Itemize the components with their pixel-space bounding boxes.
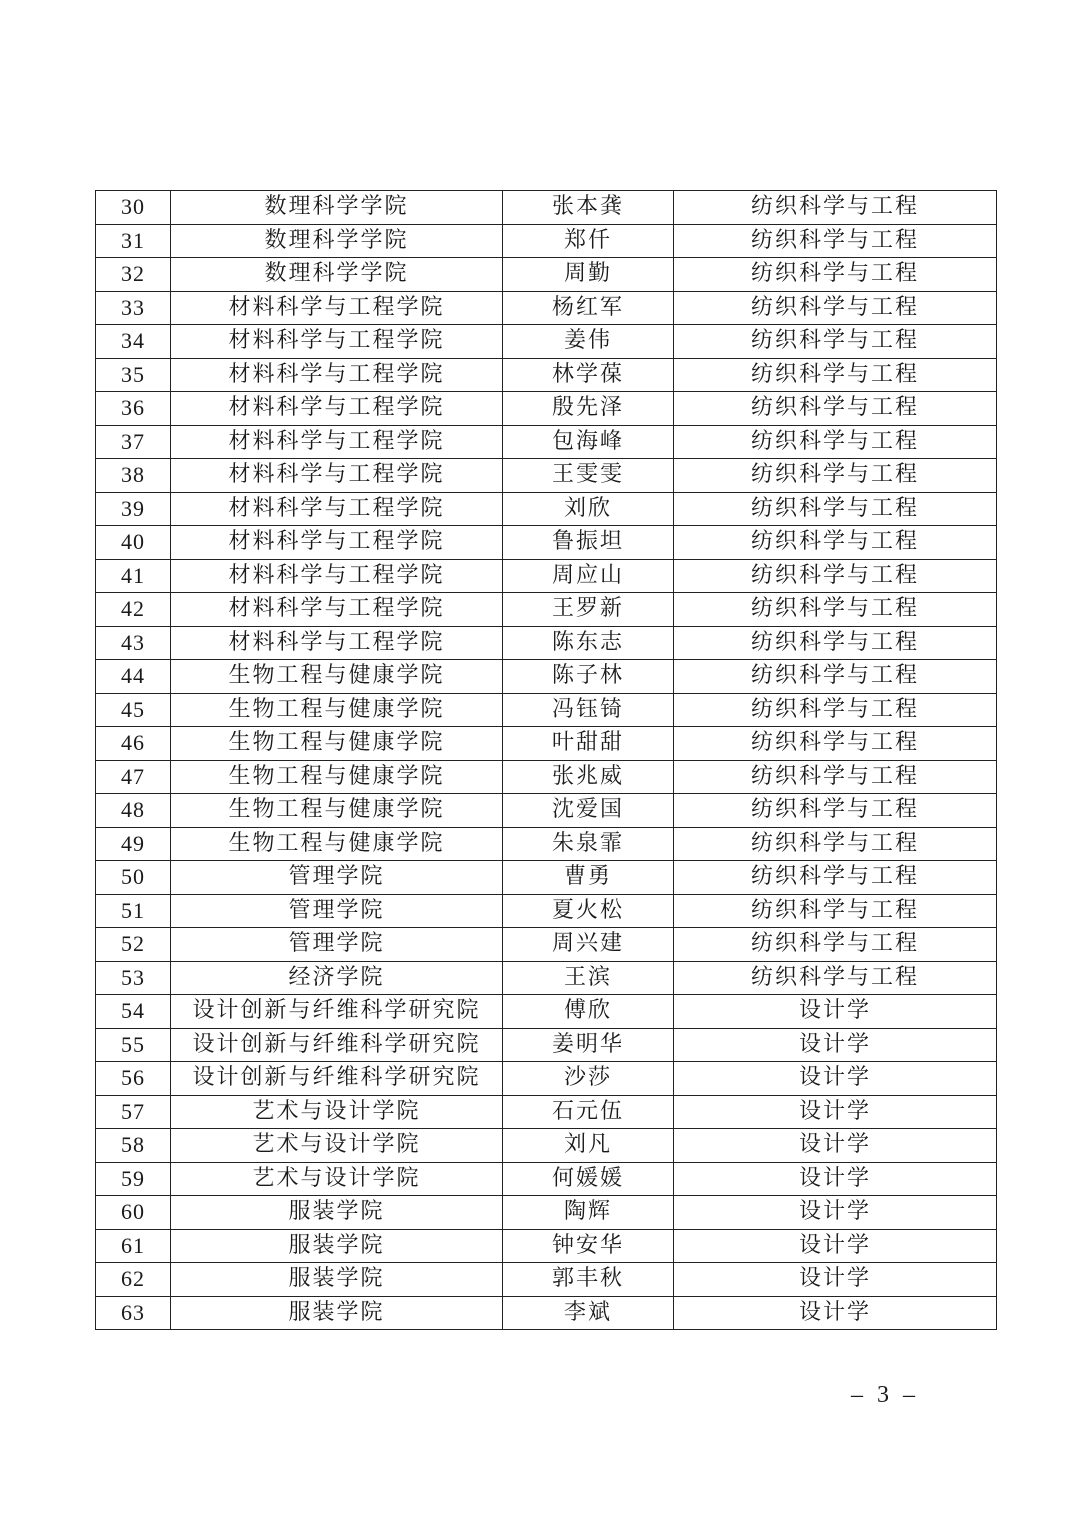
table-row <box>96 693 997 727</box>
college-cell: 生物工程与健康学院 <box>171 827 503 861</box>
person-name-cell: 夏火松 <box>503 894 674 928</box>
row-number-cell: 42 <box>96 593 171 627</box>
row-number-cell: 46 <box>96 727 171 761</box>
table-row <box>96 1296 997 1330</box>
college-cell: 生物工程与健康学院 <box>171 794 503 828</box>
table-row <box>96 1095 997 1129</box>
college-cell: 生物工程与健康学院 <box>171 660 503 694</box>
table-row <box>96 191 997 225</box>
table-row <box>96 526 997 560</box>
person-name-cell: 林学葆 <box>503 358 674 392</box>
major-cell: 纺织科学与工程 <box>674 861 997 895</box>
person-name-cell: 叶甜甜 <box>503 727 674 761</box>
person-name-cell: 朱泉霏 <box>503 827 674 861</box>
college-cell: 管理学院 <box>171 861 503 895</box>
person-name-cell: 冯钰锜 <box>503 693 674 727</box>
college-cell: 材料科学与工程学院 <box>171 492 503 526</box>
college-cell: 服装学院 <box>171 1296 503 1330</box>
row-number-cell: 43 <box>96 626 171 660</box>
row-number-cell: 51 <box>96 894 171 928</box>
person-name-cell: 刘欣 <box>503 492 674 526</box>
major-cell: 纺织科学与工程 <box>674 827 997 861</box>
row-number-cell: 34 <box>96 325 171 359</box>
person-name-cell: 沙莎 <box>503 1062 674 1096</box>
person-name-cell: 殷先泽 <box>503 392 674 426</box>
table-row <box>96 358 997 392</box>
college-cell: 材料科学与工程学院 <box>171 626 503 660</box>
major-cell: 纺织科学与工程 <box>674 258 997 292</box>
major-cell: 纺织科学与工程 <box>674 358 997 392</box>
person-name-cell: 周勤 <box>503 258 674 292</box>
major-cell: 纺织科学与工程 <box>674 660 997 694</box>
row-number-cell: 54 <box>96 995 171 1029</box>
college-cell: 艺术与设计学院 <box>171 1162 503 1196</box>
table-row <box>96 760 997 794</box>
major-cell: 设计学 <box>674 1263 997 1297</box>
table-row <box>96 1263 997 1297</box>
row-number-cell: 45 <box>96 693 171 727</box>
college-cell: 设计创新与纤维科学研究院 <box>171 1028 503 1062</box>
major-cell: 纺织科学与工程 <box>674 693 997 727</box>
table-row <box>96 1229 997 1263</box>
row-number-cell: 41 <box>96 559 171 593</box>
major-cell: 纺织科学与工程 <box>674 760 997 794</box>
major-cell: 纺织科学与工程 <box>674 961 997 995</box>
table-row <box>96 492 997 526</box>
college-cell: 服装学院 <box>171 1229 503 1263</box>
person-name-cell: 周兴建 <box>503 928 674 962</box>
row-number-cell: 62 <box>96 1263 171 1297</box>
major-cell: 设计学 <box>674 1095 997 1129</box>
table-row <box>96 258 997 292</box>
person-name-cell: 傅欣 <box>503 995 674 1029</box>
table-row <box>96 827 997 861</box>
person-name-cell: 何媛媛 <box>503 1162 674 1196</box>
college-cell: 生物工程与健康学院 <box>171 693 503 727</box>
table-row <box>96 425 997 459</box>
college-cell: 生物工程与健康学院 <box>171 727 503 761</box>
person-name-cell: 张兆威 <box>503 760 674 794</box>
person-name-cell: 姜伟 <box>503 325 674 359</box>
major-cell: 纺织科学与工程 <box>674 291 997 325</box>
major-cell: 设计学 <box>674 1129 997 1163</box>
person-name-cell: 张本龚 <box>503 191 674 225</box>
major-cell: 设计学 <box>674 1028 997 1062</box>
major-cell: 纺织科学与工程 <box>674 928 997 962</box>
row-number-cell: 30 <box>96 191 171 225</box>
college-cell: 经济学院 <box>171 961 503 995</box>
person-name-cell: 姜明华 <box>503 1028 674 1062</box>
table-row <box>96 392 997 426</box>
major-cell: 纺织科学与工程 <box>674 224 997 258</box>
table-row <box>96 325 997 359</box>
person-name-cell: 王雯雯 <box>503 459 674 493</box>
table-row <box>96 861 997 895</box>
row-number-cell: 63 <box>96 1296 171 1330</box>
row-number-cell: 50 <box>96 861 171 895</box>
table-row <box>96 894 997 928</box>
major-cell: 纺织科学与工程 <box>674 559 997 593</box>
person-name-cell: 包海峰 <box>503 425 674 459</box>
table-row <box>96 794 997 828</box>
row-number-cell: 57 <box>96 1095 171 1129</box>
college-cell: 设计创新与纤维科学研究院 <box>171 995 503 1029</box>
table-row <box>96 593 997 627</box>
major-cell: 纺织科学与工程 <box>674 392 997 426</box>
college-cell: 服装学院 <box>171 1196 503 1230</box>
row-number-cell: 55 <box>96 1028 171 1062</box>
table-row <box>96 1196 997 1230</box>
person-name-cell: 王滨 <box>503 961 674 995</box>
major-cell: 设计学 <box>674 1162 997 1196</box>
table-row <box>96 928 997 962</box>
table-row <box>96 291 997 325</box>
row-number-cell: 53 <box>96 961 171 995</box>
college-cell: 材料科学与工程学院 <box>171 593 503 627</box>
person-name-cell: 杨红军 <box>503 291 674 325</box>
major-cell: 设计学 <box>674 995 997 1029</box>
college-cell: 材料科学与工程学院 <box>171 325 503 359</box>
person-name-cell: 王罗新 <box>503 593 674 627</box>
table-row <box>96 727 997 761</box>
row-number-cell: 40 <box>96 526 171 560</box>
major-cell: 纺织科学与工程 <box>674 727 997 761</box>
major-cell: 纺织科学与工程 <box>674 492 997 526</box>
roster-table-body <box>96 191 997 1330</box>
person-name-cell: 刘凡 <box>503 1129 674 1163</box>
college-cell: 材料科学与工程学院 <box>171 291 503 325</box>
person-name-cell: 曹勇 <box>503 861 674 895</box>
row-number-cell: 60 <box>96 1196 171 1230</box>
college-cell: 设计创新与纤维科学研究院 <box>171 1062 503 1096</box>
person-name-cell: 陈东志 <box>503 626 674 660</box>
college-cell: 管理学院 <box>171 894 503 928</box>
table-row <box>96 660 997 694</box>
row-number-cell: 39 <box>96 492 171 526</box>
major-cell: 设计学 <box>674 1229 997 1263</box>
table-row <box>96 1129 997 1163</box>
row-number-cell: 35 <box>96 358 171 392</box>
row-number-cell: 36 <box>96 392 171 426</box>
major-cell: 纺织科学与工程 <box>674 794 997 828</box>
major-cell: 纺织科学与工程 <box>674 894 997 928</box>
college-cell: 材料科学与工程学院 <box>171 526 503 560</box>
college-cell: 数理科学学院 <box>171 258 503 292</box>
table-row <box>96 559 997 593</box>
row-number-cell: 59 <box>96 1162 171 1196</box>
table-row <box>96 224 997 258</box>
table-row <box>96 1028 997 1062</box>
table-row <box>96 995 997 1029</box>
college-cell: 数理科学学院 <box>171 191 503 225</box>
row-number-cell: 31 <box>96 224 171 258</box>
row-number-cell: 32 <box>96 258 171 292</box>
row-number-cell: 33 <box>96 291 171 325</box>
person-name-cell: 石元伍 <box>503 1095 674 1129</box>
row-number-cell: 38 <box>96 459 171 493</box>
college-cell: 材料科学与工程学院 <box>171 559 503 593</box>
person-name-cell: 郑仟 <box>503 224 674 258</box>
row-number-cell: 47 <box>96 760 171 794</box>
row-number-cell: 49 <box>96 827 171 861</box>
major-cell: 纺织科学与工程 <box>674 459 997 493</box>
major-cell: 设计学 <box>674 1062 997 1096</box>
table-row <box>96 961 997 995</box>
major-cell: 纺织科学与工程 <box>674 325 997 359</box>
major-cell: 设计学 <box>674 1296 997 1330</box>
college-cell: 材料科学与工程学院 <box>171 392 503 426</box>
roster-table <box>95 190 997 1330</box>
table-row <box>96 1062 997 1096</box>
college-cell: 数理科学学院 <box>171 224 503 258</box>
person-name-cell: 沈爱国 <box>503 794 674 828</box>
table-row <box>96 459 997 493</box>
row-number-cell: 61 <box>96 1229 171 1263</box>
table-row <box>96 1162 997 1196</box>
person-name-cell: 周应山 <box>503 559 674 593</box>
row-number-cell: 37 <box>96 425 171 459</box>
college-cell: 材料科学与工程学院 <box>171 425 503 459</box>
major-cell: 纺织科学与工程 <box>674 191 997 225</box>
college-cell: 艺术与设计学院 <box>171 1095 503 1129</box>
major-cell: 纺织科学与工程 <box>674 593 997 627</box>
college-cell: 艺术与设计学院 <box>171 1129 503 1163</box>
person-name-cell: 陈子林 <box>503 660 674 694</box>
person-name-cell: 鲁振坦 <box>503 526 674 560</box>
major-cell: 纺织科学与工程 <box>674 425 997 459</box>
row-number-cell: 52 <box>96 928 171 962</box>
college-cell: 材料科学与工程学院 <box>171 459 503 493</box>
page-number: – 3 – <box>851 1382 919 1408</box>
person-name-cell: 郭丰秋 <box>503 1263 674 1297</box>
row-number-cell: 48 <box>96 794 171 828</box>
table-row <box>96 626 997 660</box>
major-cell: 纺织科学与工程 <box>674 526 997 560</box>
person-name-cell: 陶辉 <box>503 1196 674 1230</box>
row-number-cell: 44 <box>96 660 171 694</box>
row-number-cell: 56 <box>96 1062 171 1096</box>
college-cell: 生物工程与健康学院 <box>171 760 503 794</box>
college-cell: 材料科学与工程学院 <box>171 358 503 392</box>
person-name-cell: 李斌 <box>503 1296 674 1330</box>
row-number-cell: 58 <box>96 1129 171 1163</box>
major-cell: 设计学 <box>674 1196 997 1230</box>
person-name-cell: 钟安华 <box>503 1229 674 1263</box>
major-cell: 纺织科学与工程 <box>674 626 997 660</box>
college-cell: 管理学院 <box>171 928 503 962</box>
college-cell: 服装学院 <box>171 1263 503 1297</box>
